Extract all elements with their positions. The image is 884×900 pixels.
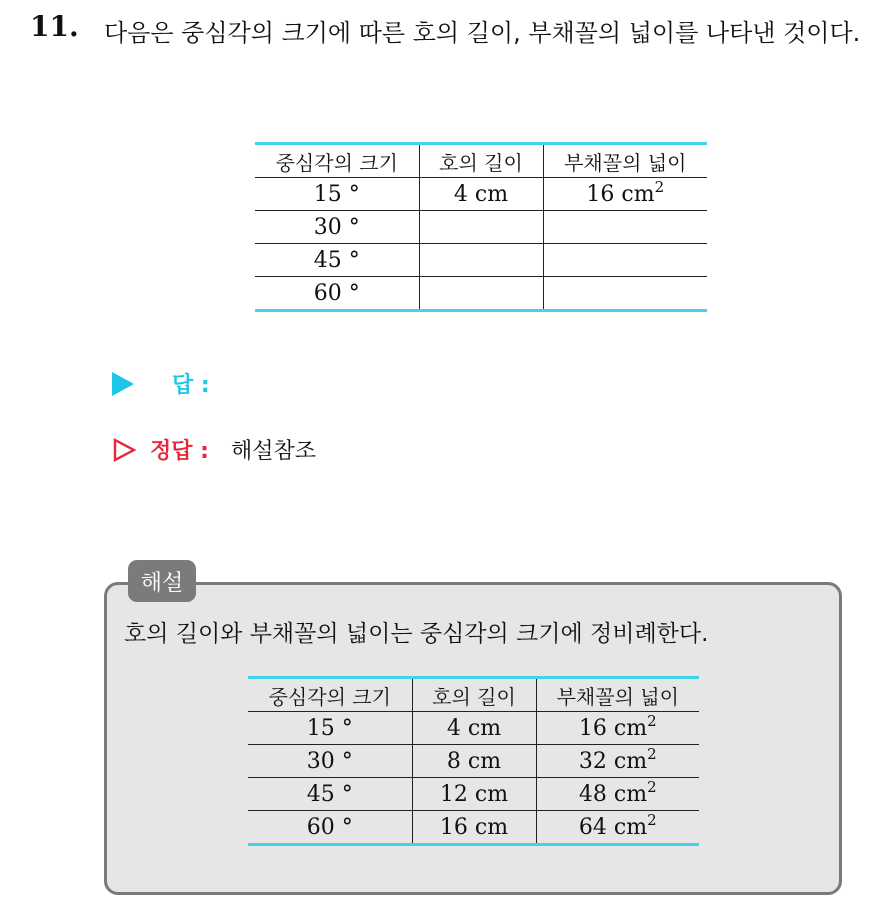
angle-cell: 60 ° <box>255 277 419 311</box>
arc-cell <box>419 277 543 311</box>
explanation-table <box>248 676 699 846</box>
area-exponent: 2 <box>647 711 657 730</box>
correct-answer-label: 정답 : <box>150 439 209 464</box>
table-row <box>255 178 707 211</box>
play-arrow-icon <box>112 372 134 396</box>
angle-cell: 60 ° <box>248 811 412 845</box>
angle-cell: 45 ° <box>255 244 419 277</box>
outline-arrow-icon <box>112 438 136 462</box>
arc-cell: 4 cm <box>419 178 543 211</box>
angle-cell: 45 ° <box>248 778 412 811</box>
area-exponent: 2 <box>647 777 657 796</box>
table-row <box>248 811 699 845</box>
table-row <box>255 211 707 244</box>
problem-table <box>255 142 707 312</box>
question-number: 11. <box>30 10 79 43</box>
header-central-angle: 중심각의 크기 <box>255 144 419 178</box>
explanation-badge: 해설 <box>128 560 196 602</box>
table-row <box>248 712 699 745</box>
header-arc-length: 호의 길이 <box>419 144 543 178</box>
table-row <box>248 778 699 811</box>
header-central-angle: 중심각의 크기 <box>248 678 412 712</box>
header-arc-length: 호의 길이 <box>412 678 536 712</box>
area-exponent: 2 <box>647 810 657 829</box>
header-sector-area: 부채꼴의 넓이 <box>536 678 699 712</box>
arc-cell: 16 cm <box>412 811 536 845</box>
area-cell <box>543 244 707 277</box>
area-value: 16 cm <box>578 715 648 741</box>
area-cell <box>536 811 699 845</box>
angle-cell: 30 ° <box>255 211 419 244</box>
explanation-text: 호의 길이와 부채꼴의 넓이는 중심각의 크기에 정비례한다. <box>124 621 709 647</box>
angle-cell: 15 ° <box>248 712 412 745</box>
table-row <box>255 277 707 311</box>
area-value: 32 cm <box>578 748 648 774</box>
area-value: 64 cm <box>578 814 648 840</box>
area-cell <box>536 745 699 778</box>
table-row <box>255 244 707 277</box>
area-value: 48 cm <box>578 781 648 807</box>
area-cell <box>536 778 699 811</box>
area-cell <box>543 277 707 311</box>
area-value: 16 cm <box>586 181 655 207</box>
arc-cell <box>419 244 543 277</box>
arc-cell: 12 cm <box>412 778 536 811</box>
arc-cell <box>419 211 543 244</box>
correct-answer-value: 해설참조 <box>230 439 316 464</box>
angle-cell: 15 ° <box>255 178 419 211</box>
area-exponent: 2 <box>647 744 657 763</box>
area-cell <box>543 178 707 211</box>
arc-cell: 8 cm <box>412 745 536 778</box>
table-row <box>248 745 699 778</box>
area-cell <box>543 211 707 244</box>
answer-label: 답 : <box>172 373 210 398</box>
header-sector-area: 부채꼴의 넓이 <box>543 144 707 178</box>
arc-cell: 4 cm <box>412 712 536 745</box>
area-exponent: 2 <box>654 177 665 196</box>
question-text: 다음은 중심각의 크기에 따른 호의 길이, 부채꼴의 넓이를 나타낸 것이다. <box>104 19 861 47</box>
answer-row <box>112 368 210 399</box>
table-header-row <box>255 144 707 178</box>
angle-cell: 30 ° <box>248 745 412 778</box>
table-header-row <box>248 678 699 712</box>
correct-answer-row <box>112 434 316 465</box>
area-cell <box>536 712 699 745</box>
